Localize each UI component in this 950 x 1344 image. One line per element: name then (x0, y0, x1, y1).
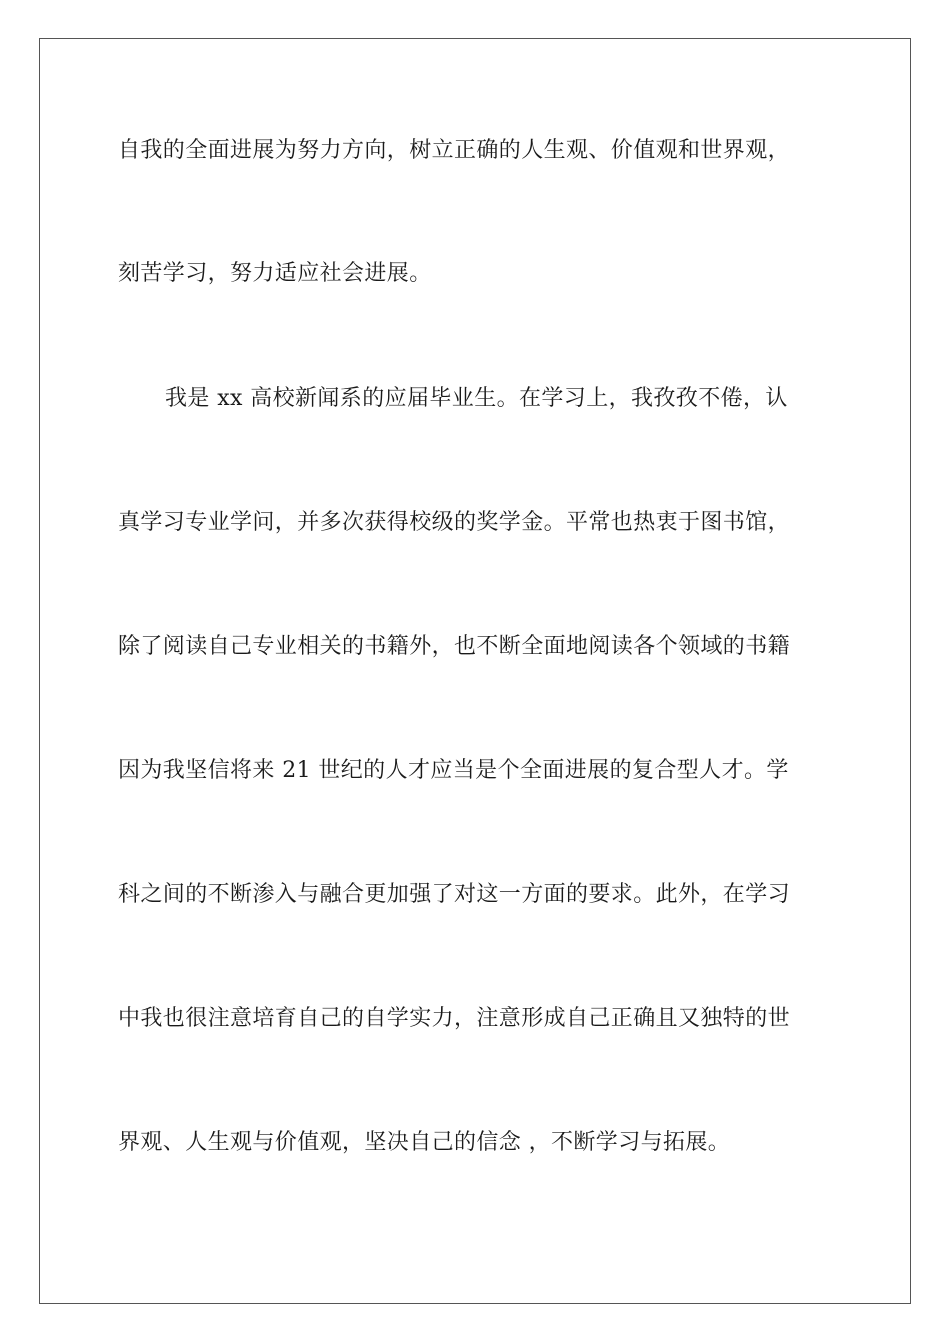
paragraph-line-1: 自我的全面进展为努力方向，树立正确的人生观、价值观和世界观， (118, 138, 791, 163)
paragraph-line-6: 因为我坚信将来 21 世纪的人才应当是个全面进展的复合型人才。学 (118, 758, 789, 783)
paragraph-line-7: 科之间的不断渗入与融合更加强了对这一方面的要求。此外，在学习 (118, 882, 791, 907)
page-border (39, 38, 911, 1304)
paragraph-line-3: 我是 xx 高校新闻系的应届毕业生。在学习上，我孜孜不倦，认 (165, 386, 788, 411)
paragraph-line-5: 除了阅读自己专业相关的书籍外，也不断全面地阅读各个领域的书籍 (118, 634, 791, 659)
paragraph-line-8: 中我也很注意培育自己的自学实力，注意形成自己正确且又独特的世 (118, 1006, 791, 1031)
paragraph-line-9: 界观、人生观与价值观，坚决自己的信念 ，不断学习与拓展。 (118, 1130, 731, 1155)
paragraph-line-2: 刻苦学习，努力适应社会进展。 (118, 261, 432, 286)
paragraph-line-4: 真学习专业学问，并多次获得校级的奖学金。平常也热衷于图书馆， (118, 510, 791, 535)
